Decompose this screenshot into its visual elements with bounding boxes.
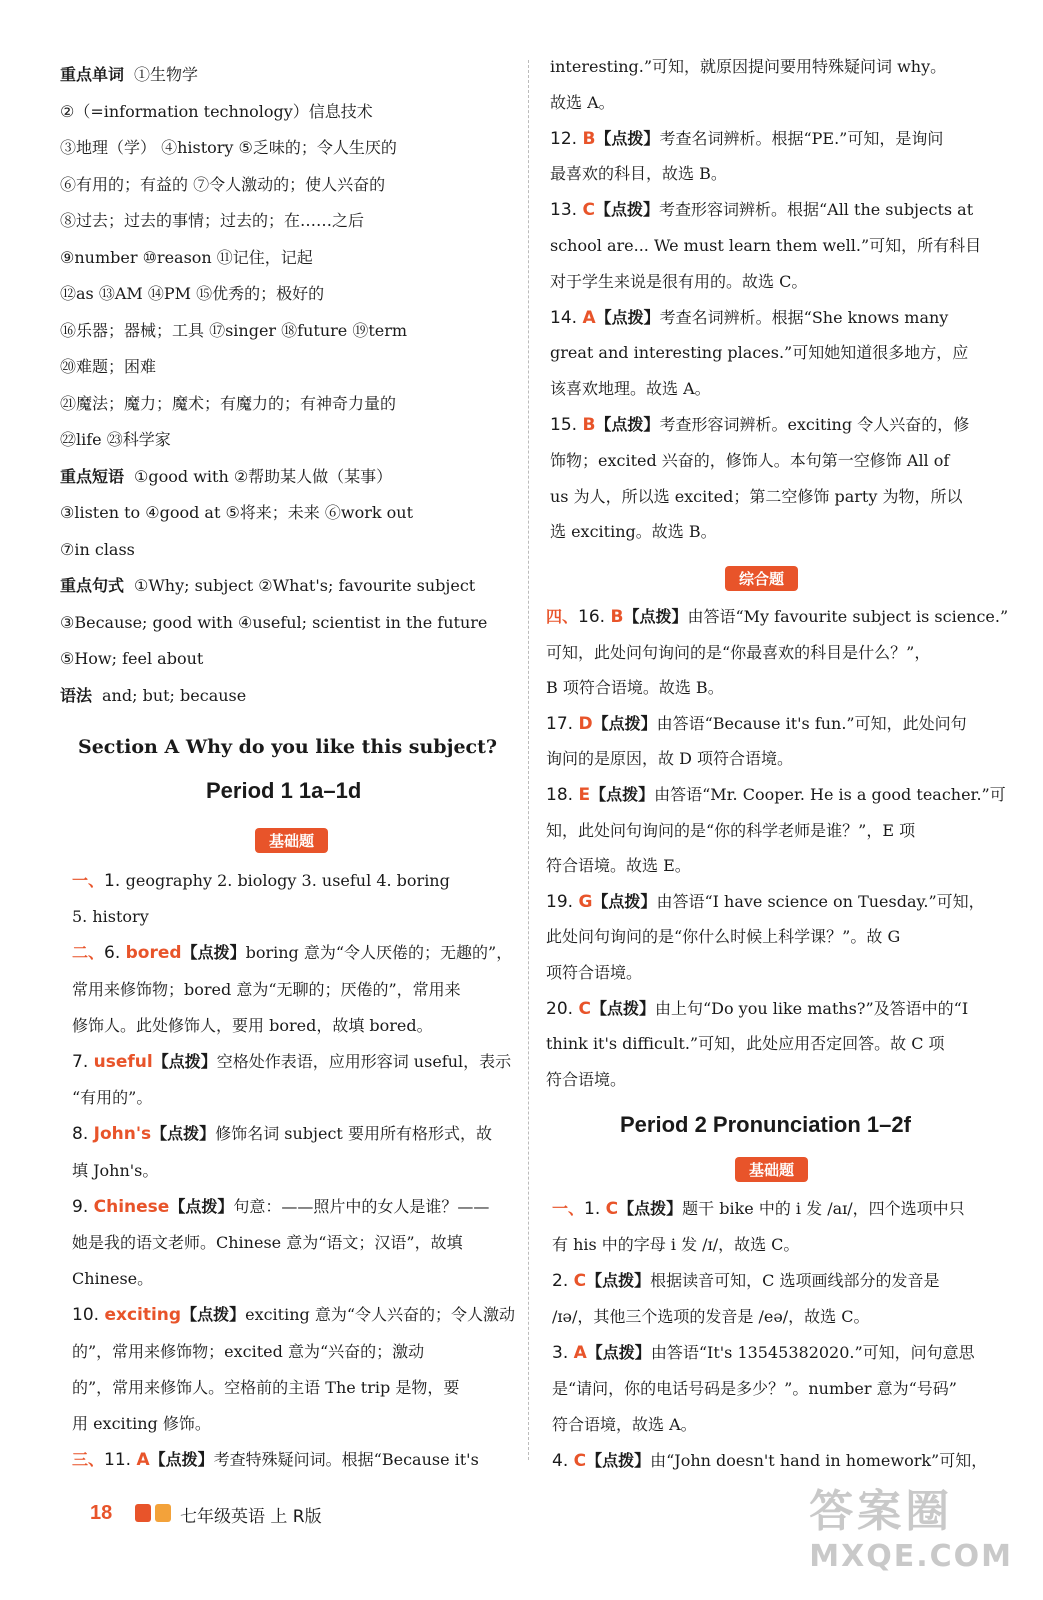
answer-text: 填 John's。 (72, 1160, 159, 1180)
answer-line (72, 1087, 152, 1109)
question-number: 16. (578, 607, 611, 627)
hint-tag: 【点拨】 (595, 128, 660, 148)
hint-tag: 【点拨】 (151, 1124, 216, 1144)
answer-text: 由答语“Mr. Cooper. He is a good teacher.”可 (654, 785, 1006, 804)
answer-line (546, 606, 1008, 628)
answer-text: 修饰人。此处修饰人，要用 bored，故填 bored。 (72, 1015, 433, 1035)
badge-comprehensive: 综合题 (725, 566, 798, 591)
answer-text: 由答语“Because it's fun.”可知，此处问句 (656, 713, 967, 733)
vocab-line (60, 648, 203, 670)
answer-line (72, 906, 149, 928)
book-title: 七年级英语 上 R版 (180, 1507, 322, 1527)
question-number: 20. (546, 998, 579, 1019)
hint-tag: 【点拨】 (149, 1450, 214, 1470)
vocab-text: and; but; because (102, 685, 247, 705)
vocab-text: ⑦in class (60, 539, 135, 559)
hint-tag: 【点拨】 (595, 307, 660, 327)
vocab-line (60, 429, 171, 451)
answer-line (550, 307, 948, 329)
vocab-line (60, 64, 198, 86)
answer-line (552, 1234, 799, 1256)
answer-key: C (578, 998, 591, 1019)
answer-line (72, 1051, 511, 1073)
answer-text: 她是我的语文老师。Chinese 意为“语文；汉语”，故填 (72, 1233, 463, 1252)
question-number: 18. (546, 785, 579, 805)
answer-line (72, 1015, 433, 1037)
vocab-text: ③地理（学） ④history ⑤乏味的；令人生厌的 (60, 138, 397, 157)
hint-tag: 【点拨】 (586, 1343, 651, 1362)
vocab-text: ㉒life ㉓科学家 (60, 430, 171, 449)
hint-tag: 【点拨】 (181, 1305, 246, 1325)
answer-line (546, 855, 691, 877)
answer-line (552, 1378, 957, 1400)
vocab-text: ①生物学 (134, 65, 199, 84)
answer-line (550, 199, 973, 221)
answer-text: 由上句“Do you like maths?”及答语中的“I (654, 998, 969, 1018)
answer-line (546, 642, 930, 664)
answer-line (550, 128, 943, 150)
answer-line (546, 820, 915, 842)
answer-line (72, 1268, 153, 1290)
answer-key: B (582, 128, 596, 149)
question-number: 13. (550, 200, 583, 221)
answer-text: 考查形容词辨析。根据“All the subjects at (658, 200, 974, 220)
answer-line (546, 1033, 945, 1055)
hint-tag: 【点拨】 (590, 998, 655, 1018)
page-number: 18 (90, 1502, 113, 1524)
vocab-line (60, 685, 246, 707)
answer-text: 5. history (72, 907, 149, 927)
vocab-line (60, 612, 487, 634)
answer-key: C (605, 1199, 619, 1219)
answer-key: G (578, 891, 593, 912)
vocab-text: ⑨number ⑩reason ⑪记住，记起 (60, 247, 313, 267)
answer-line (550, 521, 717, 543)
answer-key: C (582, 200, 595, 221)
answer-text: 知，此处问句询问的是“你的科学老师是谁？”，E 项 (546, 820, 916, 840)
answer-line (546, 926, 900, 948)
brand-logo-icon (133, 1500, 173, 1526)
answer-text: 根据读音可知，C 选项画线部分的发音是 (650, 1271, 940, 1290)
answer-text: 最喜欢的科目，故选 B。 (550, 164, 727, 184)
answer-text: 的”，常用来修饰物；excited 意为“兴奋的；激动 (72, 1341, 425, 1361)
badge-basic: 基础题 (735, 1157, 808, 1182)
vocab-line (60, 356, 156, 378)
vocab-text: ⑤How; feel about (60, 649, 204, 668)
answer-text: 故选 A。 (550, 92, 615, 112)
answer-line (552, 1414, 697, 1436)
answer-line (552, 1270, 939, 1292)
answer-line (550, 56, 946, 78)
answer-line (72, 1304, 515, 1326)
answer-text: 句意：——照片中的女人是谁？—— (233, 1196, 490, 1216)
vocab-text: ⑥有用的；有益的 ⑦令人激动的；使人兴奋的 (60, 174, 386, 194)
answer-text: 符合语境。 (546, 1069, 627, 1089)
vocab-text: ⑯乐器；器械；工具 ⑰singer ⑱future ⑲term (60, 320, 408, 340)
vocab-text: ②（=information technology）信息技术 (60, 101, 373, 121)
answer-line (550, 235, 981, 257)
vocab-text: ⑳难题；困难 (60, 357, 157, 376)
answer-line (550, 92, 615, 114)
answer-text: 考查特殊疑问词。根据“Because it's (213, 1450, 479, 1470)
answer-line (550, 271, 807, 293)
answer-line (546, 713, 967, 735)
answer-key: John's (93, 1124, 152, 1145)
answer-key: D (578, 713, 593, 734)
section-marker: 三、 (72, 1450, 105, 1470)
section-marker: 四、 (546, 607, 579, 626)
answer-text: Chinese。 (72, 1269, 154, 1289)
hint-tag: 【点拨】 (169, 1196, 234, 1216)
answer-line (72, 1123, 492, 1145)
answer-text: 题干 bike 中的 i 发 /aɪ/，四个选项中只 (682, 1199, 965, 1218)
answer-text: /ɪə/，其他三个选项的发音是 /eə/，故选 C。 (552, 1307, 870, 1326)
vocab-line (60, 247, 313, 269)
section-marker: 二、 (72, 943, 105, 963)
answer-line (550, 378, 711, 400)
vocab-text: ③Because; good with ④useful; scientist in the future (60, 612, 488, 632)
answer-line (552, 1342, 975, 1364)
column-divider (528, 60, 529, 1460)
hint-tag: 【点拨】 (595, 415, 660, 434)
answer-text: 空格处作表语，应用形容词 useful，表示 (216, 1052, 512, 1071)
vocab-line (60, 174, 385, 196)
vocab-text: ①Why; subject ②What's; favourite subject (134, 576, 476, 595)
answer-line (552, 1450, 987, 1472)
hint-tag: 【点拨】 (623, 607, 688, 626)
answer-text: interesting.”可知，就原因提问要用特殊疑问词 why。 (550, 57, 947, 76)
answer-key: B (610, 607, 624, 627)
answer-text: 项符合语境。 (546, 963, 643, 982)
hint-tag: 【点拨】 (594, 200, 659, 220)
vocab-heading: 重点单词 (60, 65, 125, 84)
answer-line (552, 1306, 870, 1328)
answer-key: A (136, 1450, 150, 1471)
answer-key: useful (93, 1052, 153, 1072)
vocab-heading: 重点句式 (60, 576, 125, 595)
vocab-line (60, 502, 413, 524)
answer-text: 考查名词辨析。根据“PE.”可知，是询问 (659, 128, 944, 148)
vocab-line (60, 539, 135, 561)
question-number: 3. (552, 1343, 574, 1363)
answer-text: us 为人，所以选 excited；第二空修饰 party 为物，所以 (550, 486, 963, 506)
hint-tag: 【点拨】 (586, 1451, 651, 1470)
answer-text: 符合语境。故选 E。 (546, 856, 691, 876)
vocab-line (60, 320, 407, 342)
answer-text: “有用的”。 (72, 1088, 153, 1108)
answer-text: 常用来修饰物；bored 意为“无聊的；厌倦的”，常用来 (72, 979, 461, 999)
answer-text: school are... We must learn them well.”可知，所有科目 (550, 236, 982, 255)
answer-line (546, 998, 968, 1020)
watermark-bottom: MXQE.COM (809, 1539, 1013, 1574)
vocab-text: ③listen to ④good at ⑤将来；未来 ⑥work out (60, 503, 414, 522)
answer-key: A (573, 1343, 587, 1363)
answer-line (550, 486, 962, 508)
answer-text: exciting 意为“令人兴奋的；令人激动 (245, 1305, 516, 1325)
answer-line (72, 1449, 479, 1471)
answer-line (72, 979, 461, 1001)
hint-tag: 【点拨】 (590, 785, 655, 804)
answer-line (72, 1160, 158, 1182)
answer-line (546, 677, 724, 699)
answer-text: 修饰名词 subject 要用所有格形式，故 (215, 1124, 492, 1144)
answer-text: 可知，此处问句询问的是“你最喜欢的科目是什么？”， (546, 642, 931, 662)
answer-text: 由答语“My favourite subject is science.” (687, 607, 1009, 626)
section-marker: 一、 (72, 871, 105, 890)
answer-text: 考查形容词辨析。exciting 令人兴奋的，修 (659, 415, 970, 434)
answer-text: 的”，常用来修饰人。空格前的主语 The trip 是物，要 (72, 1377, 460, 1397)
answer-line (546, 962, 642, 984)
watermark (809, 1475, 1013, 1574)
answer-line (72, 1341, 424, 1363)
vocab-text: ⑫as ⑬AM ⑭PM ⑮优秀的；极好的 (60, 284, 325, 303)
answer-line (550, 450, 949, 472)
question-number: 12. (550, 128, 583, 149)
answer-text: 饰物；excited 兴奋的，修饰人。本句第一空修饰 All of (550, 450, 950, 470)
vocab-line (60, 283, 324, 305)
answer-line (552, 1198, 965, 1220)
question-number: 2. (552, 1271, 574, 1291)
answer-line (72, 1377, 459, 1399)
hint-tag: 【点拨】 (592, 891, 657, 911)
hint-tag: 【点拨】 (152, 1052, 217, 1071)
answer-line (72, 942, 512, 964)
question-number: 1. (104, 871, 126, 891)
hint-tag: 【点拨】 (592, 713, 657, 733)
answer-text: 由“John doesn't hand in homework”可知， (650, 1451, 988, 1470)
question-number: 9. (72, 1196, 94, 1217)
hint-tag: 【点拨】 (181, 943, 246, 963)
answer-text: 由答语“It's 13545382020.”可知，问句意思 (650, 1343, 975, 1362)
answer-text: boring 意为“令人厌倦的；无趣的”， (245, 943, 513, 963)
answer-key: A (582, 307, 596, 328)
answer-key: Chinese (93, 1196, 170, 1217)
answer-text: 是“请问，你的电话号码是多少？”。number 意为“号码” (552, 1379, 957, 1398)
answer-text: 该喜欢地理。故选 A。 (550, 379, 711, 399)
answer-line (72, 1413, 211, 1435)
question-number: 15. (550, 415, 583, 435)
question-number: 19. (546, 891, 579, 912)
question-number: 6. (104, 943, 126, 964)
vocab-text: ①good with ②帮助某人做（某事） (134, 466, 393, 486)
vocab-line (60, 393, 396, 415)
answer-text: 选 exciting。故选 B。 (550, 522, 717, 542)
vocab-line (60, 466, 392, 488)
watermark-top: 答案圈 (809, 1486, 954, 1537)
answer-text: 由答语“I have science on Tuesday.”可知， (656, 891, 985, 911)
vocab-line (60, 137, 397, 159)
question-number: 14. (550, 307, 583, 328)
question-number: 7. (72, 1052, 94, 1072)
answer-text: B 项符合语境。故选 B。 (546, 678, 724, 698)
answer-key: exciting (104, 1305, 182, 1326)
answer-text: 对于学生来说是很有用的。故选 C。 (550, 271, 808, 291)
vocab-text: ⑧过去；过去的事情；过去的；在……之后 (60, 211, 365, 230)
section-title: Section A Why do you like this subject? (78, 736, 498, 758)
question-number: 8. (72, 1124, 94, 1145)
answer-text: 询问的是原因，故 D 项符合语境。 (546, 749, 794, 769)
question-number: 11. (104, 1450, 137, 1471)
answer-text: great and interesting places.”可知她知道很多地方，应 (550, 343, 969, 363)
question-number: 10. (72, 1305, 105, 1326)
answer-line (72, 1232, 463, 1254)
answer-line (550, 163, 727, 185)
period-title: Period 1 1a–1d (206, 778, 362, 803)
vocab-line (60, 210, 364, 232)
hint-tag: 【点拨】 (618, 1199, 683, 1218)
period-title: Period 2 Pronunciation 1–2f (620, 1112, 911, 1137)
answer-text: 有 his 中的字母 i 发 /ɪ/，故选 C。 (552, 1235, 800, 1254)
vocab-line (60, 575, 475, 597)
answer-text: 符合语境，故选 A。 (552, 1415, 697, 1434)
answer-line (546, 784, 1006, 806)
answer-key: bored (125, 943, 182, 964)
answer-line (550, 342, 968, 364)
hint-tag: 【点拨】 (586, 1271, 651, 1290)
answer-line (72, 870, 450, 892)
answer-text: 此处问句询问的是“你什么时候上科学课？”。故 G (546, 927, 901, 947)
answer-line (550, 414, 969, 436)
answer-text: 用 exciting 修饰。 (72, 1414, 211, 1433)
vocab-heading: 重点短语 (60, 466, 125, 486)
answer-line (546, 748, 793, 770)
answer-text: 考查名词辨析。根据“She knows many (659, 307, 949, 327)
answer-text: think it's difficult.”可知，此处应用否定回答。故 C 项 (546, 1034, 945, 1054)
vocab-text: ㉑魔法；魔力；魔术；有魔力的；有神奇力量的 (60, 393, 397, 413)
question-number: 17. (546, 713, 579, 734)
badge-basic: 基础题 (255, 828, 328, 853)
answer-key: C (573, 1451, 587, 1471)
question-number: 4. (552, 1451, 574, 1471)
answer-key: B (582, 415, 596, 435)
answer-key: C (573, 1271, 587, 1291)
answer-key: E (578, 785, 591, 805)
answer-text: geography 2. biology 3. useful 4. boring (125, 871, 450, 890)
answer-line (546, 891, 985, 913)
vocab-heading: 语法 (60, 685, 93, 705)
question-number: 1. (584, 1199, 606, 1219)
section-marker: 一、 (552, 1199, 585, 1218)
answer-line (72, 1196, 489, 1218)
answer-line (546, 1069, 626, 1091)
vocab-line (60, 101, 373, 123)
